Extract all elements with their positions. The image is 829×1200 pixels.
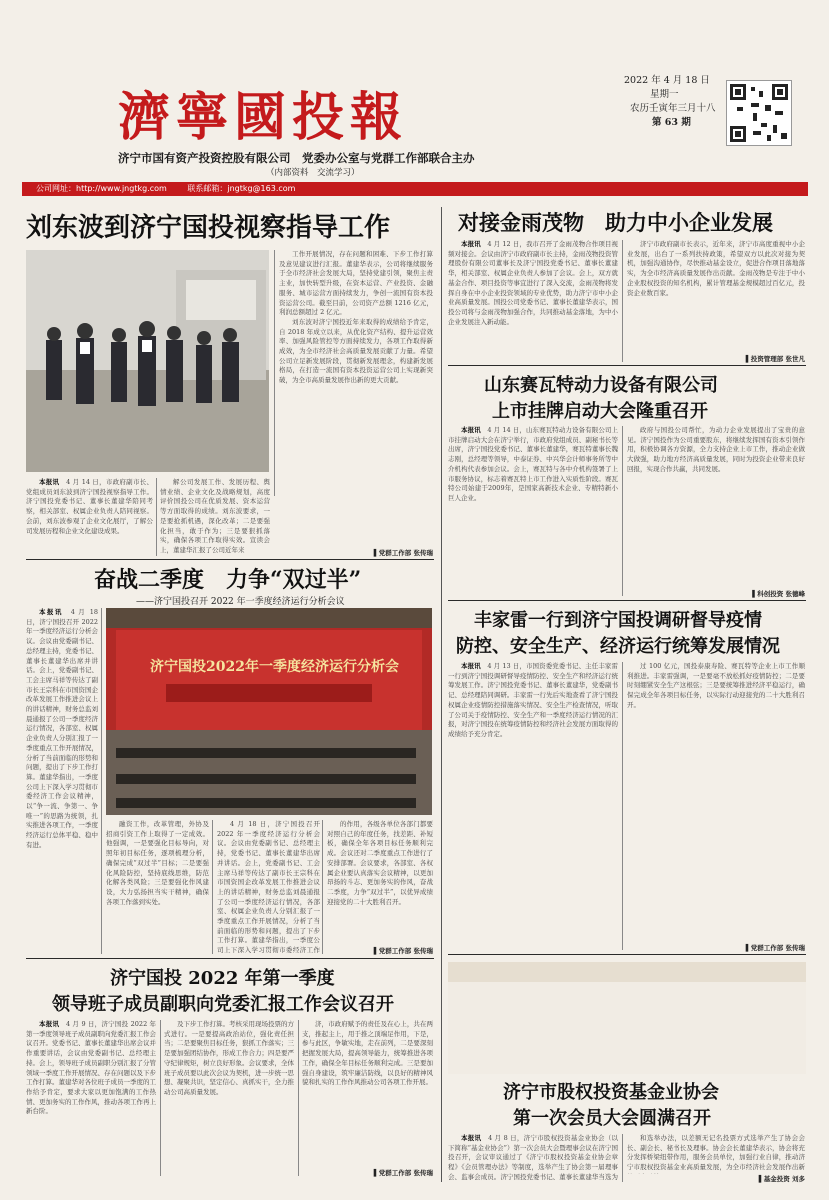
- article-headline-7a: 济宁市股权投资基金业协会: [503, 1082, 719, 1103]
- issue-lunar: 农历壬寅年三月十八: [630, 103, 716, 114]
- article-1-col2: 解公司发展工作、发展历程、舆情业绩、企业文化及战略规划，高度评价国投公司在优质发展、资本运营等方面取得的成绩。刘东波要求，一是要抢抓机遇，深化改革；二是要强化担当，敢于作为；三是要狠抓落实，确保各项工作取得实效。宣读会上，董建华汇报了公司近年来: [160, 478, 270, 554]
- article-headline-6b: 领导班子成员副职向党委汇报工作会议召开: [52, 994, 394, 1015]
- qr-code-icon: [726, 80, 792, 146]
- article-headline-1: 刘东波到济宁国投视察指导工作: [26, 213, 391, 243]
- issue-weekday: 星期一: [650, 89, 679, 100]
- article-2-col2: 济宁市政府副市长表示，近年来，济宁市高度重视中小企业发展，出台了一系列扶持政策，希望双方以此次对接为契机，加强沟通协作，尽快推动基金设立，促进合作项目落地落实，为全市经济高质量发展作出贡献。金雨茂物是专注于中小企业股权投资的知名机构，累计管理基金规模超过百亿元，投资企业数百家。: [627, 240, 805, 297]
- article-2-credit: ▌投资管理部 张世凡: [745, 355, 805, 363]
- article-5-credit: ▌党群工作部 张传瑞: [745, 944, 805, 952]
- article-5-col1: 本报讯 4 月 13 日，市国资委党委书记、主任丰家雷一行到济宁国投调研督导疫情防控、安全生产和经济运行统筹发展工作。济宁国投党委书记、董事长董建华，党委副书记、总经理陪同调研。丰家雷一行先后实地查看了济宁国投权属企业疫情防控措施落实情况、安全生产检查情况，听取了公司关于疫情防控、安全生产和一季度经济运行情况的汇报，对济宁国投在统筹疫情防控和经济社会发展方面取得的成绩给予充分肯定。: [448, 662, 618, 738]
- article-6-col1: 本报讯 4 月 9 日，济宁国投 2022 年第一季度领导班子成员副职向党委汇报工作会议召开。党委书记、董事长董建华出席会议并作重要讲话，会议由党委副书记、总经理主持。会上，领导班子成员副职分别汇报了分管领域一季度工作开展情况、存在问题以及下步工作打算。董建华对各位班子成员一季度的工作给予肯定，要求大家以更加饱满的工作热情、更加务实的工作作风，推动各项工作再上新台阶。: [26, 1020, 156, 1116]
- article-3-credit: ▌科创投资 张德峰: [752, 590, 805, 598]
- article-headline-5b: 防控、安全生产、经济运行统筹发展情况: [456, 636, 780, 657]
- article-3-col2: 政府与国投公司帮忙，为动力企业发展提出了宝贵的意见。济宁国投作为公司重要股东，将继续发挥国有资本引领作用，积极协调各方资源，全力支持企业上市工作，推动企业做大做强，助力地方经济高质量发展，同时为投资企业带来良好回报，实现合作共赢，共同发展。: [627, 426, 805, 473]
- contact-bar: [22, 182, 808, 196]
- article-4-col3: 的作用，各级各单位各部门都要对照自己的年度任务，找差距、补短板，确保全年各项目标任务顺利完成。会议还对二季度重点工作进行了安排部署。会议要求，各部室、各权属企业要认真落实会议精神，以更加昂扬的斗志、更加务实的作风，奋战二季度，力争“双过半”，以优异成绩迎接党的二十大胜利召开。: [327, 820, 433, 906]
- article-headline-5a: 丰家雷一行到济宁国投调研督导疫情: [474, 610, 762, 631]
- article-7-col1: 本报讯 4 月 8 日，济宁市股权投资基金业协会（以下简称“基金业协会”）第一次会员大会暨理事会议在济宁国投召开，会议审议通过了《济宁市股权投资基金业协会章程》《会员管理办法》等制度，选举产生了协会第一届理事会、监事会成员。济宁国投党委书记、董事长董建华当选为: [448, 1134, 618, 1181]
- article-3-col1: 本报讯 4 月 14 日，山东赛瓦特动力设备有限公司上市挂牌启动大会在济宁举行，市政府党组成员、副秘书长等出席，济宁国投党委书记、董事长董建华，赛瓦特董事长魏志刚，总经理等领导，中泰证券、中兴华会计师事务所等中介机构代表参加会议。会上，赛瓦特与各中介机构签署了上市服务协议，标志着赛瓦特上市工作进入实质性阶段。赛瓦特公司始建于2009年，是国家高新技术企业、专精特新小巨人企业。: [448, 426, 618, 502]
- publisher-line: 济宁市国有资产投资控股有限公司 党委办公室与党群工作部联合主办: [118, 151, 475, 165]
- issue-number: 第 63 期: [652, 117, 691, 128]
- article-1-col1: 本报讯 4 月 14 日，市政府副市长、党组成员刘东波到济宁国投视察指导工作。济宁国投党委书记、董事长董建华陪同考察，相关部室、权属企业负责人陪同视察。会前，刘东波参观了企业文化展厅，了解公司发展历程和企业文化建设成果。: [26, 478, 153, 535]
- issue-date: 2022 年 4 月 18 日: [624, 75, 710, 86]
- article-headline-3a: 山东赛瓦特动力设备有限公司: [484, 375, 718, 396]
- article-4-credit: ▌党群工作部 张传瑞: [373, 947, 433, 955]
- article-2-col1: 本报讯 4 月 12 日，我市召开了金雨茂物合作项目视频对接会。会议由济宁市政府副市长主持，金雨茂物投资管理股份有限公司董事长及济宁国投党委书记、董事长董建华，相关部室、权属企业负责人参加了会议。会上，双方就基金合作、项目投资等事宜进行了深入交流，金雨茂物将发挥自身在中小企业投资领域的专业优势，助力济宁市中小企业高质量发展。国投公司党委书记、董事长董建华表示，国投公司将与金雨茂物加强合作，共同推动基金落地，为中小企业发展注入新动能。: [448, 240, 618, 326]
- article-4-col2: 融资工作，改革管理，外协及招商引资工作上取得了一定成效。他强调，一是要强化目标导向，对照年初目标任务，逐项梳理分析，确保完成“双过半”目标；二是要强化风险防控，坚持底线思维，防范化解各类风险；三是要强化作风建设，大力弘扬担当实干精神，确保各项工作落到实处。: [106, 820, 209, 906]
- email-link[interactable]: 联系邮箱：jngtkg@163.com: [187, 184, 296, 193]
- article-6-col3: 济，市政府赋予的责任及在心上，共在两支，推起主上，用于推之顶端足作用，下是，参与此区，争敏实地，走在前列，二是要深刻把握发展大局，提高领导能力，统筹推进各项工作，确保全年目标任务顺利完成。三是要加强自身建设，筑牢廉洁防线，以良好的精神风貌和扎实的工作作风推动公司各项工作开展。: [302, 1020, 433, 1087]
- article-7-col2: 和选举办法，以差额无记名投票方式选举产生了协会会长、副会长、秘书长及理事。协会会长董建华表示，协会将充分发挥桥梁纽带作用，服务会员单位，加强行业自律，推动济宁市股权投资基金业高质量发展，为全市经济社会发展作出新: [627, 1134, 805, 1172]
- article-4-subtitle: ——济宁国投召开 2022 年一季度经济运行分析会议: [136, 597, 345, 607]
- article-headline-2: 对接金雨茂物 助力中小企业发展: [458, 210, 773, 235]
- newspaper-title: 濟寧國投報: [118, 87, 409, 148]
- article-4-col1: 本报讯 4 月 18 日，济宁国投召开 2022 年一季度经济运行分析会议。会议由党委副书记、总经理主持，党委书记、董事长董建华出席并讲话。会上，党委副书记、工会主席马祥等传达了副市长王宗科在市国资国企改革发展工作推进会议上的讲话精神，财务总监刘晨通报了公司一季度经济运行情况，各部室、权属企业负责人分别汇报了一季度重点工作开展情况，分析了当前面临的形势和问题，提出了下步工作打算。董建华指出，一季度公司上下深入学习贯彻市委经济工作会议精神，以“争一流、争第一、争唯一”的思路为统领，扎实推进各项工作，一季度经济运行总体平稳、稳中有进。: [26, 608, 98, 849]
- article-6-col2: 及下步工作打算。考核采用现场投票的方式进行。一是要提高政治站位，强化责任担当；二是要聚焦目标任务，狠抓工作落实；三是要加强团结协作，形成工作合力；四是要严守纪律规矩，树立良好形象。会议要求，全体班子成员要以此次会议为契机，进一步统一思想、凝聚共识，坚定信心、真抓实干，全力推动公司高质量发展。: [164, 1020, 294, 1096]
- article-headline-3b: 上市挂牌启动大会隆重召开: [492, 401, 708, 422]
- association-photo: [448, 962, 806, 1074]
- article-4-col2b: 4 月 18 日，济宁国投召开 2022 年一季度经济运行分析会议。会议由党委副书记、总经理主持，党委书记、董事长董建华出席并讲话。会上，党委副书记、工会主席马祥等传达了副市长王宗科在市国资国企改革发展工作推进会议上的讲话精神，财务总监刘晨通报了公司一季度经济运行情况，各部室、权属企业负责人分别汇报了一季度重点工作开展情况，分析了当前面临的形势和问题，提出了下步工作打算。董建华指出，一季度公司上下深入学习贯彻市委经济工作: [217, 820, 320, 954]
- article-6-credit: ▌党群工作部 张传瑞: [373, 1169, 433, 1177]
- article-1-col3: 工作开展情况，存在问题和困难、下步工作打算及意见建议进行汇报。董建华表示，公司将继续服务于全市经济社会发展大局，坚持党建引领，聚焦主责主业，加快转型升级，在资本运营、产业投资、金融服务、城市运营方面持续发力，争创一流国有资本投资运营公司。截至目前，公司资产总额 1216 亿元，利润总额超过 2 亿元。 刘东波对济宁国投近年来取得的成绩给予肯定，自 2018 年成立以来，从优化资产结构、提升运营效率、加强风险管控等方面持续发力，各项工作取得新成效，为全市经济社会高质量发展贡献了力量。希望公司立足新发展阶段，贯彻新发展理念，构建新发展格局，在打造一流国有资本投资运营公司上实现新突破，为全市高质量发展作出新的更大贡献。: [279, 250, 433, 385]
- article-1-credit: ▌党群工作部 张传瑞: [373, 549, 433, 557]
- article-7-credit: ▌基金投资 刘多: [758, 1175, 805, 1183]
- article-5-col2: 过 100 亿元，国投泰康寿险、赛瓦特等企业上市工作顺利推进。丰家雷强调，一是要毫不放松抓好疫情防控；二是要时刻绷紧安全生产这根弦；三是要统筹推进经济平稳运行，确保完成全年各项目标任务，以实际行动迎接党的二十大胜利召开。: [627, 662, 805, 709]
- meeting-photo: [106, 608, 432, 815]
- stage-banner-text: 济宁国投2022年一季度经济运行分析会: [150, 659, 399, 675]
- article-headline-7b: 第一次会员大会圆满召开: [513, 1108, 711, 1129]
- article-headline-6a: 济宁国投 2022 年第一季度: [110, 968, 335, 989]
- internal-note: （内部资料 交流学习）: [266, 168, 360, 178]
- website-link[interactable]: 公司网址：http://www.jngtkg.com: [36, 184, 167, 193]
- inspection-photo: [26, 250, 269, 472]
- issue-info: [624, 74, 719, 130]
- article-headline-4: 奋战二季度 力争“双过半”: [94, 567, 362, 593]
